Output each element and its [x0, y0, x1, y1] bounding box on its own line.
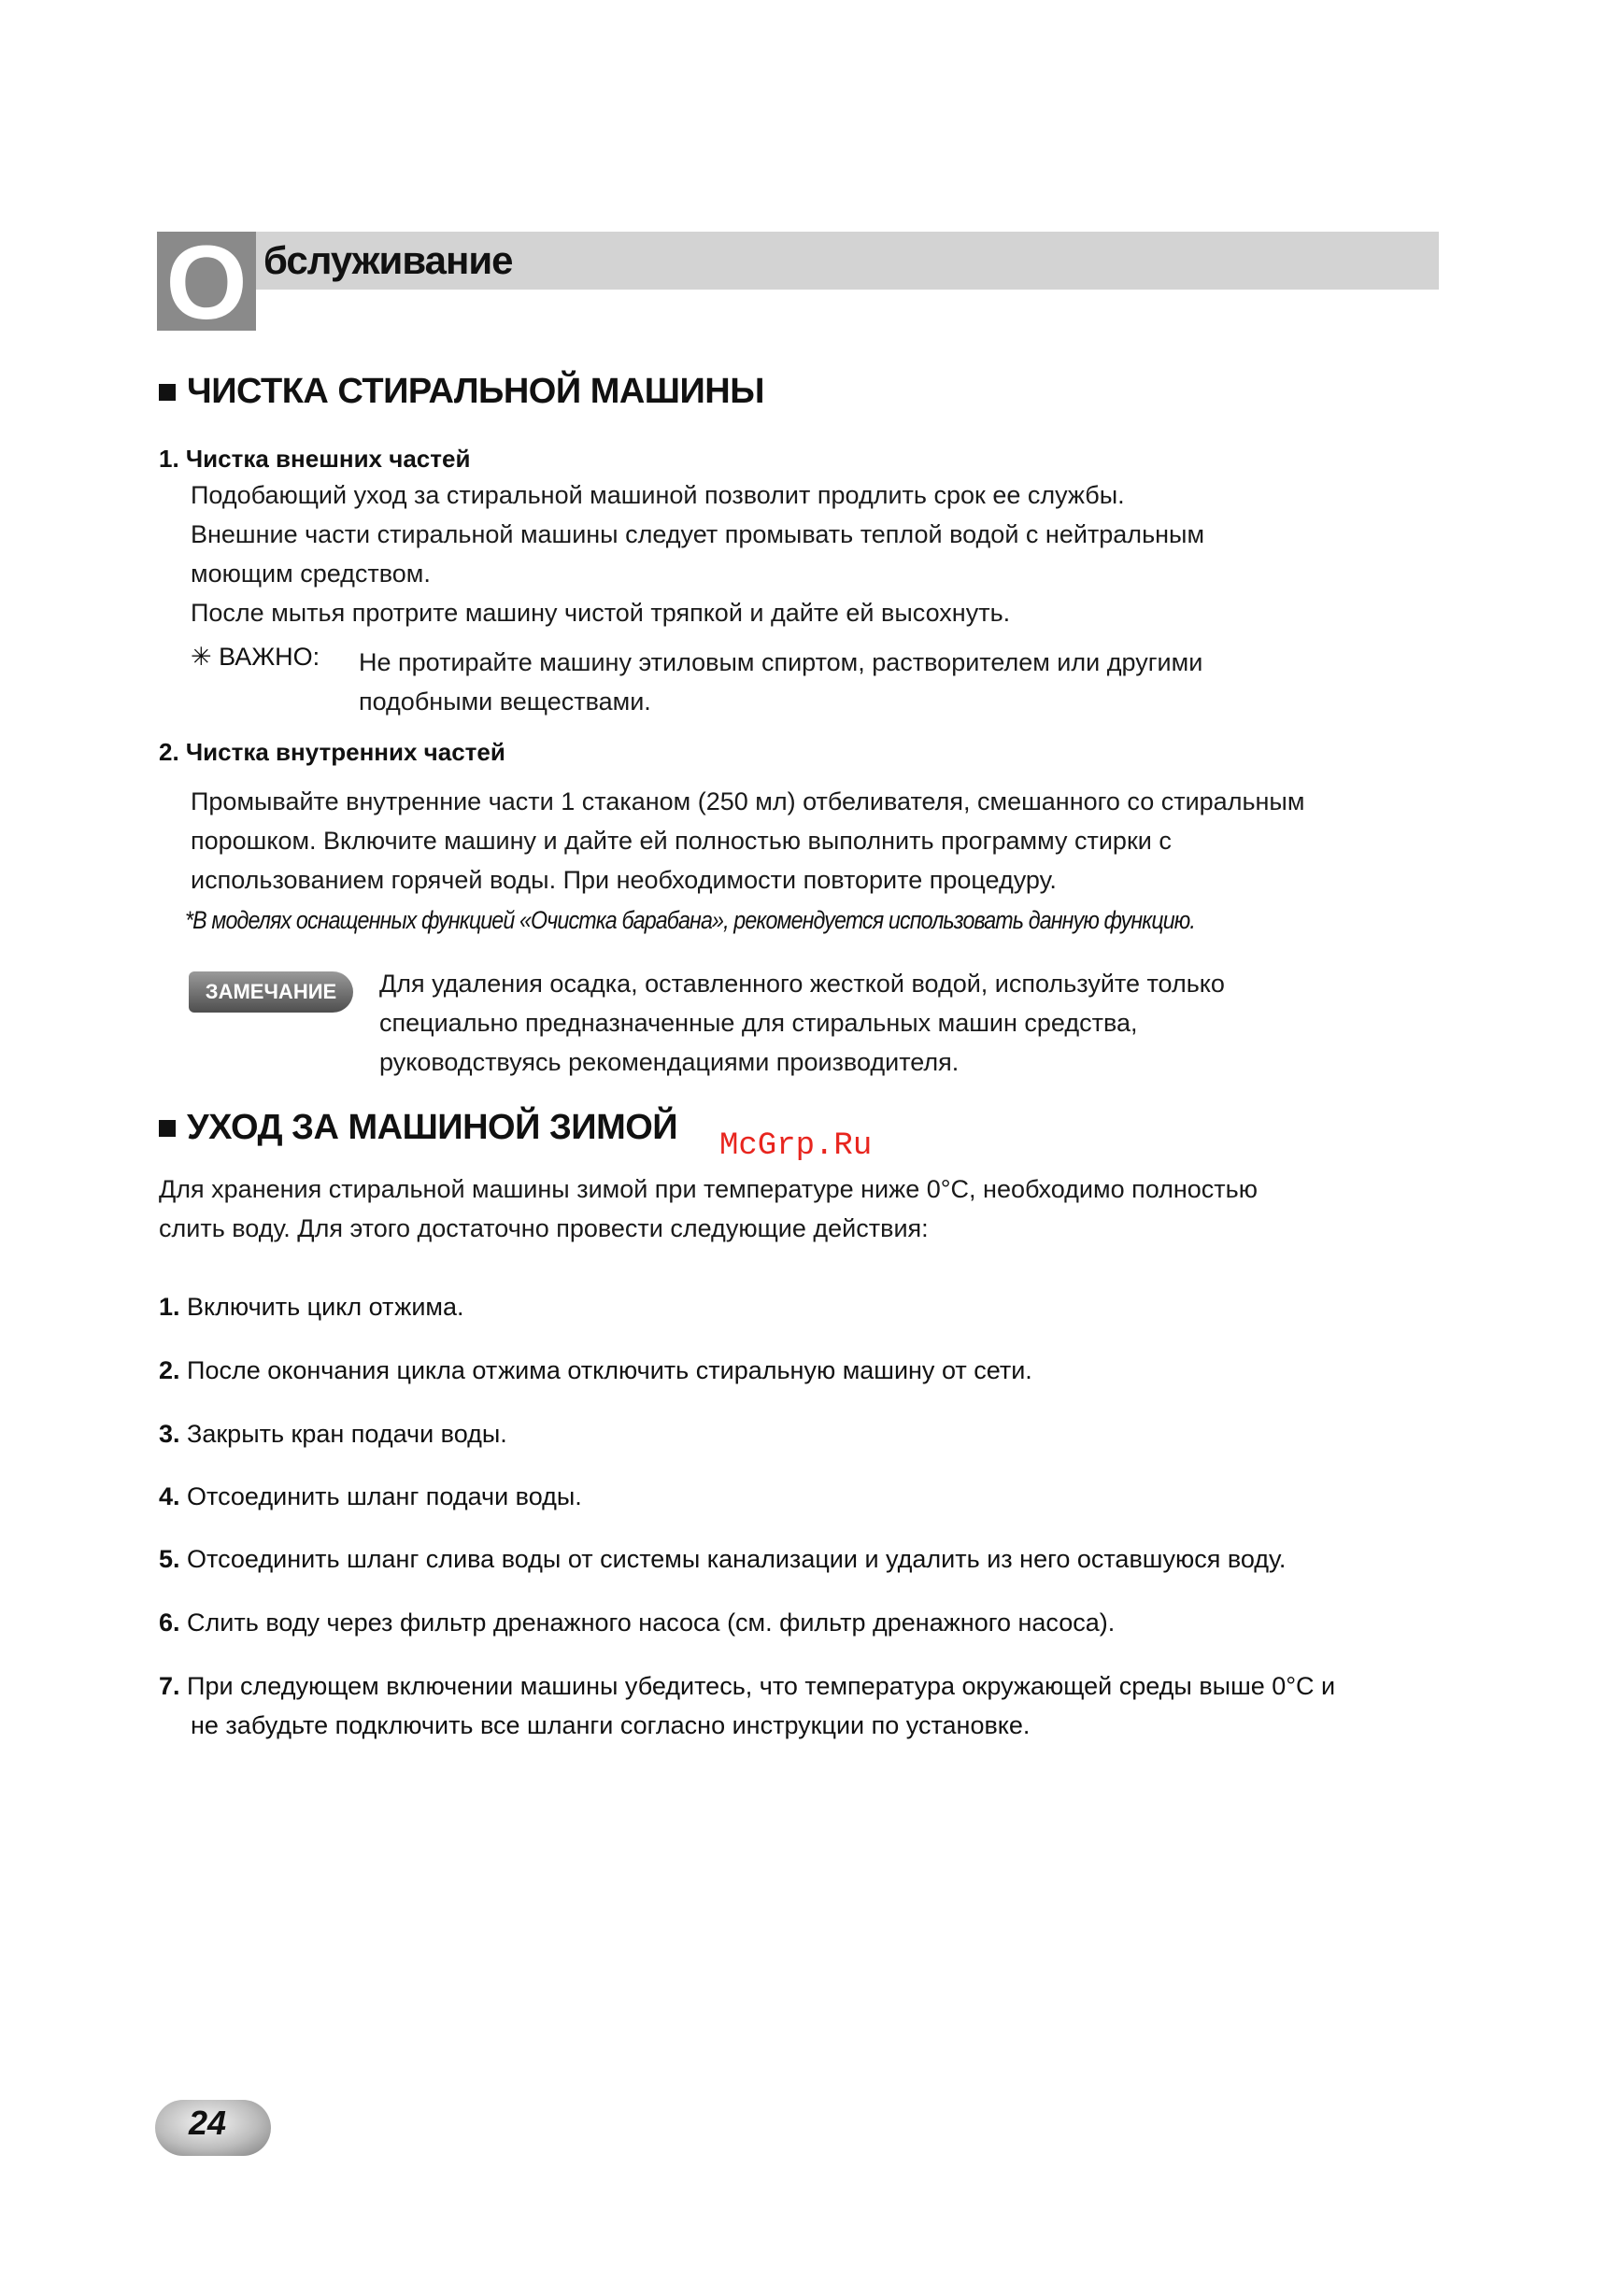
text-line: Внешние части стиральной машины следует промывать теплой водой с нейтральным: [191, 520, 1205, 548]
step-number: 1.: [159, 1293, 180, 1321]
step-item: [159, 1666, 1335, 1706]
text-line: моющим средством.: [191, 560, 431, 588]
subheading-external: 1. Чистка внешних частей: [159, 445, 471, 473]
note-text: [379, 964, 1225, 1082]
section-heading-text: ЧИСТКА СТИРАЛЬНОЙ МАШИНЫ: [187, 372, 764, 411]
square-bullet-icon: [159, 1120, 176, 1137]
title-initial-letter: О: [165, 224, 248, 341]
subheading-internal: 2. Чистка внутренних частей: [159, 738, 505, 766]
step-text: не забудьте подключить все шланги согласно инструкции по установке.: [191, 1711, 1031, 1739]
drum-clean-note: *В моделях оснащенных функцией «Очистка барабана», рекомендуется использовать данную функцию.: [185, 906, 1196, 934]
step-text: Отсоединить шланг подачи воды.: [187, 1482, 582, 1510]
section-heading-cleaning: [159, 372, 764, 412]
text-line: После мытья протрите машину чистой тряпкой и дайте ей высохнуть.: [191, 599, 1011, 627]
step-text: Отсоединить шланг слива воды от системы канализации и удалить из него оставшуюся воду.: [187, 1545, 1287, 1573]
step-number: 3.: [159, 1420, 180, 1448]
text-line: слить воду. Для этого достаточно провести следующие действия:: [159, 1214, 929, 1242]
text-line: Для удаления осадка, оставленного жесткой водой, используйте только: [379, 970, 1225, 998]
external-cleaning-text: [191, 475, 1204, 632]
step-item: [159, 1539, 1286, 1579]
text-line: подобными веществами.: [359, 687, 651, 716]
important-text: [359, 643, 1202, 721]
watermark-text: McGrp.Ru: [719, 1128, 873, 1164]
section-heading-text: УХОД ЗА МАШИНОЙ ЗИМОЙ: [187, 1108, 678, 1147]
text-line: Для хранения стиральной машины зимой при температуре ниже 0°C, необходимо полностью: [159, 1175, 1258, 1203]
step-number: 7.: [159, 1672, 180, 1700]
step-item: [159, 1287, 464, 1326]
step-text: После окончания цикла отжима отключить стиральную машину от сети.: [187, 1356, 1032, 1384]
step-item: [159, 1603, 1115, 1642]
important-label: ✳ ВАЖНО:: [191, 643, 320, 671]
title-initial-box: [157, 224, 256, 341]
note-badge: ЗАМЕЧАНИЕ: [189, 971, 353, 1013]
step-item-continuation: [191, 1706, 1030, 1745]
page-title: бслуживание: [263, 238, 513, 282]
text-line: Промывайте внутренние части 1 стаканом (250 мл) отбеливателя, смешанного со стиральным: [191, 787, 1305, 815]
page-number: 24: [189, 2104, 227, 2142]
text-line: использованием горячей воды. При необходимости повторите процедуру.: [191, 866, 1057, 894]
step-text: Включить цикл отжима.: [187, 1293, 464, 1321]
section-heading-winter: [159, 1108, 677, 1148]
step-text: Слить воду через фильтр дренажного насоса (см. фильтр дренажного насоса).: [187, 1609, 1116, 1637]
text-line: порошком. Включите машину и дайте ей полностью выполнить программу стирки с: [191, 827, 1172, 855]
step-number: 2.: [159, 1356, 180, 1384]
step-item: [159, 1477, 582, 1516]
internal-cleaning-text: [191, 782, 1304, 900]
text-line: специально предназначенные для стиральных машин средства,: [379, 1009, 1138, 1037]
text-line: Подобающий уход за стиральной машиной позволит продлить срок ее службы.: [191, 481, 1125, 509]
step-text: Закрыть кран подачи воды.: [187, 1420, 507, 1448]
step-item: [159, 1351, 1032, 1390]
step-item: [159, 1414, 507, 1453]
winter-intro-text: [159, 1169, 1258, 1248]
step-number: 4.: [159, 1482, 180, 1510]
text-line: руководствуясь рекомендациями производителя.: [379, 1048, 960, 1076]
square-bullet-icon: [159, 384, 176, 401]
text-line: Не протирайте машину этиловым спиртом, растворителем или другими: [359, 648, 1203, 676]
step-number: 6.: [159, 1609, 180, 1637]
step-number: 5.: [159, 1545, 180, 1573]
step-text: При следующем включении машины убедитесь, что температура окружающей среды выше 0°C и: [187, 1672, 1336, 1700]
